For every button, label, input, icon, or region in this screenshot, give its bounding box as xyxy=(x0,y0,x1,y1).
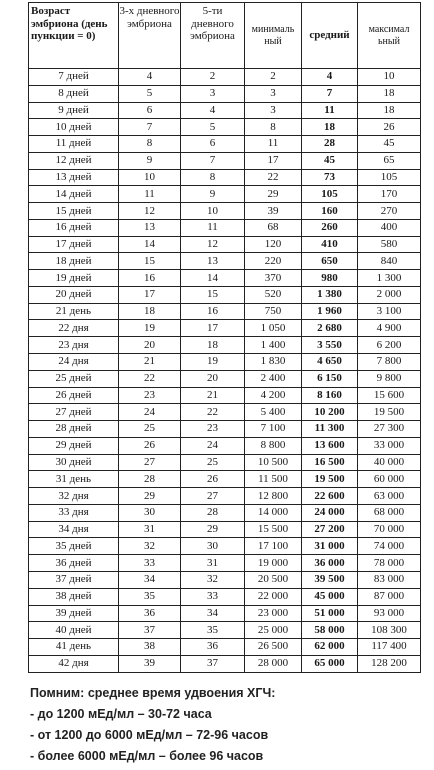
table-cell: 7 100 xyxy=(245,421,302,438)
table-cell: 16 xyxy=(181,303,245,320)
table-row xyxy=(29,219,421,236)
table-cell: 8 160 xyxy=(302,387,358,404)
table-cell: 25 дней xyxy=(29,370,119,387)
table-cell: 45 xyxy=(358,136,421,153)
table-cell: 11 500 xyxy=(245,471,302,488)
table-cell: 39 xyxy=(245,203,302,220)
table-cell: 19 xyxy=(119,320,181,337)
table-cell: 34 xyxy=(119,571,181,588)
table-cell: 29 xyxy=(181,521,245,538)
table-cell: 3 550 xyxy=(302,337,358,354)
table-row xyxy=(29,538,421,555)
table-cell: 4 xyxy=(119,69,181,86)
table-cell: 32 xyxy=(181,571,245,588)
table-cell: 33 дня xyxy=(29,504,119,521)
table-cell: 8 xyxy=(245,119,302,136)
table-cell: 8 800 xyxy=(245,437,302,454)
table-cell: 4 xyxy=(181,102,245,119)
hcg-table xyxy=(28,2,421,673)
table-header-row xyxy=(29,3,421,69)
table-row xyxy=(29,102,421,119)
table-cell: 370 xyxy=(245,270,302,287)
header-minimum: минималь ный xyxy=(245,3,302,69)
table-cell: 15 500 xyxy=(245,521,302,538)
table-row xyxy=(29,236,421,253)
table-cell: 980 xyxy=(302,270,358,287)
table-row xyxy=(29,639,421,656)
table-cell: 13 600 xyxy=(302,437,358,454)
table-cell: 260 xyxy=(302,219,358,236)
header-average: средний xyxy=(302,3,358,69)
table-cell: 9 800 xyxy=(358,370,421,387)
table-cell: 2 xyxy=(181,69,245,86)
table-row xyxy=(29,286,421,303)
table-cell: 7 xyxy=(181,152,245,169)
table-cell: 40 000 xyxy=(358,454,421,471)
table-cell: 2 400 xyxy=(245,370,302,387)
table-cell: 18 дней xyxy=(29,253,119,270)
table-cell: 6 200 xyxy=(358,337,421,354)
table-cell: 33 xyxy=(119,555,181,572)
table-row xyxy=(29,437,421,454)
table-cell: 1 300 xyxy=(358,270,421,287)
table-cell: 5 xyxy=(181,119,245,136)
table-cell: 26 xyxy=(119,437,181,454)
table-cell: 33 000 xyxy=(358,437,421,454)
table-cell: 35 xyxy=(181,622,245,639)
table-cell: 26 xyxy=(358,119,421,136)
table-cell: 520 xyxy=(245,286,302,303)
table-cell: 28 дней xyxy=(29,421,119,438)
table-cell: 11 xyxy=(119,186,181,203)
table-cell: 29 xyxy=(119,488,181,505)
table-row xyxy=(29,303,421,320)
table-cell: 14 дней xyxy=(29,186,119,203)
header-5day-embryo: 5-ти дневного эмбриона xyxy=(181,3,245,69)
table-cell: 60 000 xyxy=(358,471,421,488)
table-cell: 37 xyxy=(119,622,181,639)
table-cell: 20 500 xyxy=(245,571,302,588)
table-cell: 22 xyxy=(245,169,302,186)
table-cell: 1 050 xyxy=(245,320,302,337)
table-cell: 20 дней xyxy=(29,286,119,303)
table-row xyxy=(29,622,421,639)
table-cell: 3 100 xyxy=(358,303,421,320)
table-cell: 33 xyxy=(181,588,245,605)
table-row xyxy=(29,354,421,371)
table-body xyxy=(29,69,421,673)
table-cell: 35 дней xyxy=(29,538,119,555)
table-row xyxy=(29,655,421,672)
table-cell: 650 xyxy=(302,253,358,270)
table-cell: 51 000 xyxy=(302,605,358,622)
hcg-doubling-notes xyxy=(30,683,275,767)
table-row xyxy=(29,387,421,404)
table-cell: 30 дней xyxy=(29,454,119,471)
table-cell: 28 xyxy=(119,471,181,488)
table-cell: 68 000 xyxy=(358,504,421,521)
table-cell: 108 300 xyxy=(358,622,421,639)
table-cell: 128 200 xyxy=(358,655,421,672)
table-cell: 13 дней xyxy=(29,169,119,186)
table-cell: 30 xyxy=(181,538,245,555)
table-cell: 24 xyxy=(119,404,181,421)
table-cell: 23 000 xyxy=(245,605,302,622)
table-cell: 26 500 xyxy=(245,639,302,656)
table-cell: 18 xyxy=(302,119,358,136)
table-cell: 15 xyxy=(119,253,181,270)
table-cell: 22 600 xyxy=(302,488,358,505)
table-cell: 7 дней xyxy=(29,69,119,86)
table-cell: 32 дня xyxy=(29,488,119,505)
table-cell: 1 380 xyxy=(302,286,358,303)
table-cell: 37 xyxy=(181,655,245,672)
table-cell: 10 xyxy=(119,169,181,186)
table-cell: 22 xyxy=(181,404,245,421)
table-cell: 30 xyxy=(119,504,181,521)
table-cell: 37 дней xyxy=(29,571,119,588)
table-cell: 9 xyxy=(119,152,181,169)
table-cell: 25 000 xyxy=(245,622,302,639)
table-cell: 120 xyxy=(245,236,302,253)
table-cell: 6 xyxy=(119,102,181,119)
table-cell: 31 день xyxy=(29,471,119,488)
table-row xyxy=(29,504,421,521)
table-cell: 68 xyxy=(245,219,302,236)
table-cell: 35 xyxy=(119,588,181,605)
table-cell: 220 xyxy=(245,253,302,270)
table-cell: 19 500 xyxy=(302,471,358,488)
table-cell: 74 000 xyxy=(358,538,421,555)
table-cell: 160 xyxy=(302,203,358,220)
table-cell: 31 xyxy=(119,521,181,538)
table-row xyxy=(29,253,421,270)
table-cell: 2 680 xyxy=(302,320,358,337)
table-cell: 21 xyxy=(181,387,245,404)
table-cell: 26 дней xyxy=(29,387,119,404)
table-cell: 65 xyxy=(358,152,421,169)
table-cell: 39 xyxy=(119,655,181,672)
notes-item: - до 1200 мЕд/мл – 30-72 часа xyxy=(30,707,212,721)
table-cell: 14 xyxy=(181,270,245,287)
table-cell: 1 830 xyxy=(245,354,302,371)
table-cell: 22 дня xyxy=(29,320,119,337)
table-cell: 70 000 xyxy=(358,521,421,538)
table-cell: 36 дней xyxy=(29,555,119,572)
table-row xyxy=(29,555,421,572)
table-cell: 27 xyxy=(181,488,245,505)
table-cell: 8 xyxy=(181,169,245,186)
table-cell: 16 500 xyxy=(302,454,358,471)
table-cell: 13 xyxy=(181,253,245,270)
table-row xyxy=(29,571,421,588)
table-cell: 20 xyxy=(119,337,181,354)
table-cell: 16 дней xyxy=(29,219,119,236)
table-cell: 78 000 xyxy=(358,555,421,572)
table-cell: 105 xyxy=(302,186,358,203)
table-cell: 10 xyxy=(181,203,245,220)
table-row xyxy=(29,186,421,203)
table-cell: 58 000 xyxy=(302,622,358,639)
table-cell: 7 800 xyxy=(358,354,421,371)
table-cell: 24 xyxy=(181,437,245,454)
table-cell: 13 xyxy=(119,219,181,236)
header-maximum: максимал ьный xyxy=(358,3,421,69)
table-cell: 19 xyxy=(181,354,245,371)
table-row xyxy=(29,337,421,354)
table-cell: 9 xyxy=(181,186,245,203)
table-row xyxy=(29,320,421,337)
table-row xyxy=(29,471,421,488)
table-cell: 4 650 xyxy=(302,354,358,371)
table-cell: 2 xyxy=(245,69,302,86)
table-cell: 14 000 xyxy=(245,504,302,521)
table-cell: 4 xyxy=(302,69,358,86)
table-cell: 28 000 xyxy=(245,655,302,672)
table-cell: 83 000 xyxy=(358,571,421,588)
table-cell: 580 xyxy=(358,236,421,253)
table-cell: 18 xyxy=(358,85,421,102)
table-cell: 105 xyxy=(358,169,421,186)
table-cell: 18 xyxy=(358,102,421,119)
table-cell: 17 xyxy=(245,152,302,169)
table-cell: 8 xyxy=(119,136,181,153)
table-cell: 840 xyxy=(358,253,421,270)
table-cell: 39 дней xyxy=(29,605,119,622)
table-cell: 5 400 xyxy=(245,404,302,421)
table-cell: 3 xyxy=(245,102,302,119)
table-cell: 45 000 xyxy=(302,588,358,605)
table-cell: 93 000 xyxy=(358,605,421,622)
table-cell: 24 дня xyxy=(29,354,119,371)
table-cell: 36 xyxy=(181,639,245,656)
table-cell: 23 xyxy=(181,421,245,438)
table-cell: 18 xyxy=(119,303,181,320)
table-cell: 25 xyxy=(119,421,181,438)
table-cell: 2 000 xyxy=(358,286,421,303)
table-cell: 6 xyxy=(181,136,245,153)
table-cell: 12 дней xyxy=(29,152,119,169)
table-cell: 3 xyxy=(245,85,302,102)
table-cell: 20 xyxy=(181,370,245,387)
table-cell: 400 xyxy=(358,219,421,236)
table-cell: 10 дней xyxy=(29,119,119,136)
table-cell: 11 xyxy=(245,136,302,153)
table-cell: 19 дней xyxy=(29,270,119,287)
table-cell: 6 150 xyxy=(302,370,358,387)
table-cell: 5 xyxy=(119,85,181,102)
table-cell: 12 xyxy=(119,203,181,220)
table-cell: 62 000 xyxy=(302,639,358,656)
table-cell: 38 дней xyxy=(29,588,119,605)
table-cell: 34 xyxy=(181,605,245,622)
table-row xyxy=(29,454,421,471)
notes-title: Помним: среднее время удвоения ХГЧ: xyxy=(30,686,276,700)
table-cell: 27 дней xyxy=(29,404,119,421)
table-row xyxy=(29,521,421,538)
table-cell: 117 400 xyxy=(358,639,421,656)
table-cell: 36 000 xyxy=(302,555,358,572)
table-cell: 38 xyxy=(119,639,181,656)
table-row xyxy=(29,69,421,86)
table-cell: 21 день xyxy=(29,303,119,320)
table-cell: 10 xyxy=(358,69,421,86)
table-cell: 9 дней xyxy=(29,102,119,119)
table-cell: 34 дня xyxy=(29,521,119,538)
table-cell: 29 дней xyxy=(29,437,119,454)
table-cell: 19 500 xyxy=(358,404,421,421)
table-cell: 3 xyxy=(181,85,245,102)
table-cell: 16 xyxy=(119,270,181,287)
table-row xyxy=(29,488,421,505)
table-cell: 32 xyxy=(119,538,181,555)
table-cell: 11 xyxy=(302,102,358,119)
table-cell: 40 дней xyxy=(29,622,119,639)
table-row xyxy=(29,85,421,102)
table-row xyxy=(29,270,421,287)
table-cell: 31 xyxy=(181,555,245,572)
header-3day-embryo: 3-х дневного эмбриона xyxy=(119,3,181,69)
table-cell: 39 500 xyxy=(302,571,358,588)
table-cell: 1 960 xyxy=(302,303,358,320)
table-cell: 28 xyxy=(302,136,358,153)
table-cell: 65 000 xyxy=(302,655,358,672)
table-cell: 7 xyxy=(302,85,358,102)
table-cell: 45 xyxy=(302,152,358,169)
table-cell: 15 xyxy=(181,286,245,303)
table-cell: 170 xyxy=(358,186,421,203)
notes-item: - более 6000 мЕд/мл – более 96 часов xyxy=(30,749,264,763)
table-cell: 31 000 xyxy=(302,538,358,555)
table-cell: 42 дня xyxy=(29,655,119,672)
table-cell: 11 дней xyxy=(29,136,119,153)
table-cell: 11 xyxy=(181,219,245,236)
table-cell: 410 xyxy=(302,236,358,253)
table-cell: 22 000 xyxy=(245,588,302,605)
table-cell: 12 800 xyxy=(245,488,302,505)
table-cell: 41 день xyxy=(29,639,119,656)
table-cell: 19 000 xyxy=(245,555,302,572)
table-row xyxy=(29,169,421,186)
table-cell: 15 дней xyxy=(29,203,119,220)
table-row xyxy=(29,152,421,169)
table-cell: 26 xyxy=(181,471,245,488)
table-cell: 10 200 xyxy=(302,404,358,421)
table-cell: 36 xyxy=(119,605,181,622)
table-cell: 7 xyxy=(119,119,181,136)
table-cell: 29 xyxy=(245,186,302,203)
table-cell: 11 300 xyxy=(302,421,358,438)
table-row xyxy=(29,588,421,605)
table-cell: 4 200 xyxy=(245,387,302,404)
table-cell: 87 000 xyxy=(358,588,421,605)
table-cell: 23 xyxy=(119,387,181,404)
table-cell: 25 xyxy=(181,454,245,471)
header-embryo-age: Возраст эмбриона (день пункции = 0) xyxy=(29,3,119,69)
table-cell: 17 дней xyxy=(29,236,119,253)
table-cell: 27 200 xyxy=(302,521,358,538)
table-cell: 1 400 xyxy=(245,337,302,354)
table-cell: 73 xyxy=(302,169,358,186)
table-row xyxy=(29,421,421,438)
table-cell: 270 xyxy=(358,203,421,220)
table-cell: 28 xyxy=(181,504,245,521)
table-row xyxy=(29,119,421,136)
table-row xyxy=(29,136,421,153)
table-cell: 27 300 xyxy=(358,421,421,438)
table-cell: 22 xyxy=(119,370,181,387)
table-cell: 4 900 xyxy=(358,320,421,337)
table-cell: 17 xyxy=(181,320,245,337)
table-cell: 8 дней xyxy=(29,85,119,102)
table-cell: 23 дня xyxy=(29,337,119,354)
table-cell: 750 xyxy=(245,303,302,320)
table-cell: 14 xyxy=(119,236,181,253)
table-cell: 17 xyxy=(119,286,181,303)
table-row xyxy=(29,404,421,421)
table-row xyxy=(29,605,421,622)
table-cell: 10 500 xyxy=(245,454,302,471)
table-cell: 24 000 xyxy=(302,504,358,521)
table-cell: 27 xyxy=(119,454,181,471)
table-cell: 63 000 xyxy=(358,488,421,505)
table-cell: 21 xyxy=(119,354,181,371)
table-cell: 18 xyxy=(181,337,245,354)
table-row xyxy=(29,203,421,220)
table-row xyxy=(29,370,421,387)
table-cell: 15 600 xyxy=(358,387,421,404)
table-cell: 12 xyxy=(181,236,245,253)
table-cell: 17 100 xyxy=(245,538,302,555)
notes-item: - от 1200 до 6000 мЕд/мл – 72-96 часов xyxy=(30,728,269,742)
